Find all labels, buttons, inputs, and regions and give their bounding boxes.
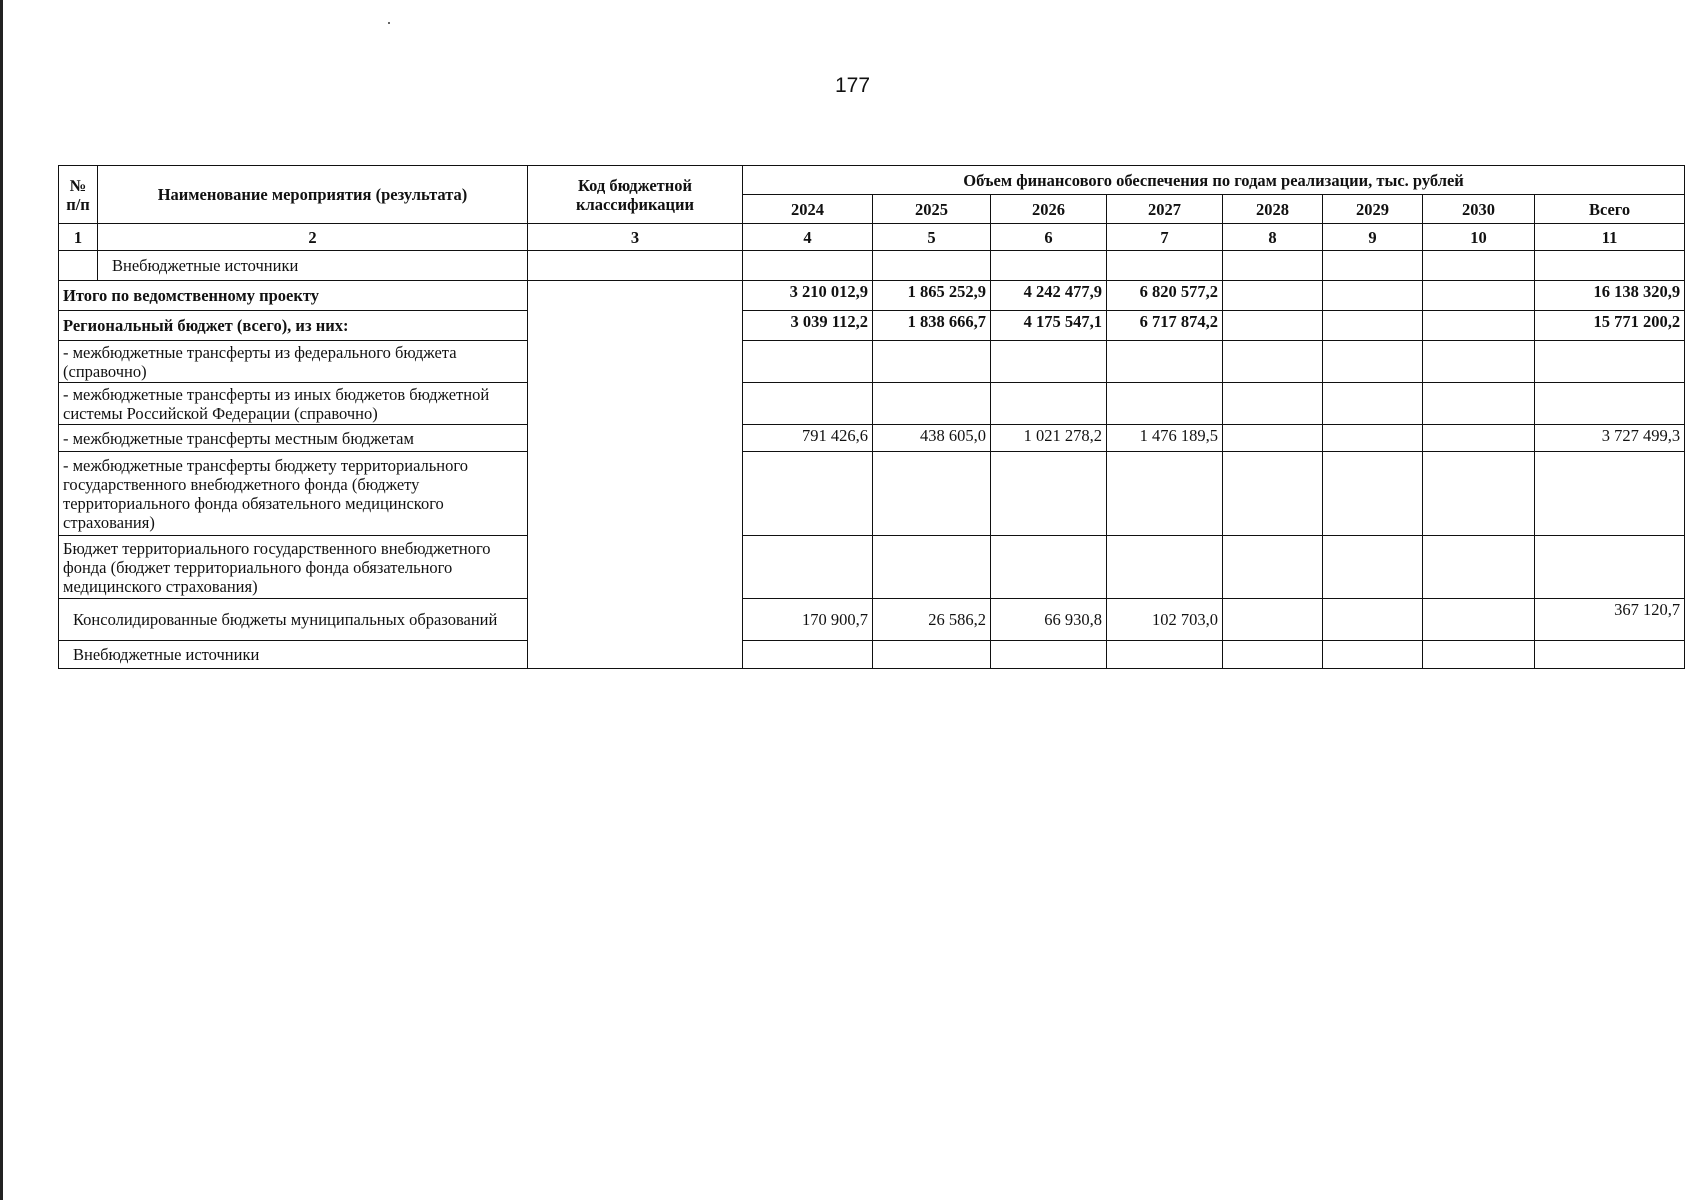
value-cell	[873, 536, 991, 599]
value-cell	[991, 641, 1107, 669]
value-cell	[743, 641, 873, 669]
value-cell	[1107, 452, 1223, 536]
table-row	[59, 641, 1685, 669]
table-row	[59, 425, 1685, 452]
table-row	[59, 311, 1685, 341]
value-cell	[1223, 383, 1323, 425]
value-cell: 1 476 189,5	[1107, 425, 1223, 452]
value-cell	[873, 383, 991, 425]
header-year: 2030	[1423, 195, 1535, 224]
value-cell	[1535, 536, 1685, 599]
row-label: - межбюджетные трансферты из иных бюджетов бюджетной системы Российской Федерации (справочно)	[59, 383, 528, 425]
value-cell	[1423, 251, 1535, 281]
value-cell: 26 586,2	[873, 599, 991, 641]
value-cell	[1107, 251, 1223, 281]
value-cell	[1535, 341, 1685, 383]
value-cell	[1535, 383, 1685, 425]
value-cell: 4 242 477,9	[991, 281, 1107, 311]
column-number: 9	[1323, 224, 1423, 251]
value-cell	[1535, 251, 1685, 281]
value-cell	[1323, 281, 1423, 311]
value-cell	[991, 536, 1107, 599]
value-cell: 1 021 278,2	[991, 425, 1107, 452]
value-cell	[1323, 641, 1423, 669]
value-cell	[743, 251, 873, 281]
header-year: 2029	[1323, 195, 1423, 224]
value-cell	[743, 341, 873, 383]
value-cell	[1107, 641, 1223, 669]
value-cell	[873, 251, 991, 281]
value-cell	[991, 341, 1107, 383]
row-label: - межбюджетные трансферты местным бюджетам	[59, 425, 528, 452]
value-cell: 3 210 012,9	[743, 281, 873, 311]
header-year: 2026	[991, 195, 1107, 224]
value-cell	[1323, 311, 1423, 341]
value-cell: 15 771 200,2	[1535, 311, 1685, 341]
value-cell: 1 865 252,9	[873, 281, 991, 311]
value-cell: 66 930,8	[991, 599, 1107, 641]
value-cell	[1323, 383, 1423, 425]
row-num-cell	[59, 251, 98, 281]
value-cell	[1223, 536, 1323, 599]
value-cell	[1423, 536, 1535, 599]
value-cell: 3 727 499,3	[1535, 425, 1685, 452]
row-label: Внебюджетные источники	[59, 641, 528, 669]
value-cell	[991, 452, 1107, 536]
page-number: 177	[834, 74, 871, 97]
value-cell	[873, 341, 991, 383]
header-year: 2025	[873, 195, 991, 224]
scan-speck	[388, 22, 390, 24]
column-number: 10	[1423, 224, 1535, 251]
column-number: 5	[873, 224, 991, 251]
value-cell	[1423, 383, 1535, 425]
value-cell	[1535, 641, 1685, 669]
table-row	[59, 452, 1685, 536]
value-cell: 170 900,7	[743, 599, 873, 641]
column-number: 2	[98, 224, 528, 251]
column-number: 4	[743, 224, 873, 251]
value-cell	[1223, 425, 1323, 452]
column-number: 8	[1223, 224, 1323, 251]
row-code-cell	[528, 251, 743, 281]
column-number: 6	[991, 224, 1107, 251]
value-cell	[1423, 452, 1535, 536]
header-name: Наименование мероприятия (результата)	[98, 166, 528, 224]
value-cell	[873, 641, 991, 669]
value-cell: 3 039 112,2	[743, 311, 873, 341]
value-cell	[1223, 599, 1323, 641]
column-number: 7	[1107, 224, 1223, 251]
value-cell: 4 175 547,1	[991, 311, 1107, 341]
value-cell	[991, 251, 1107, 281]
value-cell: 1 838 666,7	[873, 311, 991, 341]
table-row	[59, 341, 1685, 383]
value-cell	[1323, 452, 1423, 536]
row-label: Бюджет территориального государственного внебюджетного фонда (бюджет территориального фонда обязательного медицинского страхования)	[59, 536, 528, 599]
row-label: Консолидированные бюджеты муниципальных образований	[59, 599, 528, 641]
value-cell	[743, 383, 873, 425]
value-cell	[1323, 425, 1423, 452]
row-label: Внебюджетные источники	[98, 251, 528, 281]
code-cell-merged	[528, 281, 743, 669]
value-cell	[1323, 599, 1423, 641]
value-cell	[1107, 383, 1223, 425]
header-num: № п/п	[59, 166, 98, 224]
value-cell	[991, 383, 1107, 425]
value-cell	[1223, 311, 1323, 341]
header-year: 2027	[1107, 195, 1223, 224]
column-number: 3	[528, 224, 743, 251]
value-cell: 102 703,0	[1107, 599, 1223, 641]
value-cell: 16 138 320,9	[1535, 281, 1685, 311]
column-number: 11	[1535, 224, 1685, 251]
value-cell: 438 605,0	[873, 425, 991, 452]
header-row-1	[59, 166, 1685, 195]
value-cell	[1423, 641, 1535, 669]
value-cell	[1223, 281, 1323, 311]
value-cell	[873, 452, 991, 536]
table-row	[59, 251, 1685, 281]
scan-edge	[0, 0, 3, 1200]
value-cell	[1323, 341, 1423, 383]
value-cell: 367 120,7	[1535, 599, 1685, 641]
value-cell	[1107, 536, 1223, 599]
table-row	[59, 599, 1685, 641]
column-number-row	[59, 224, 1685, 251]
value-cell	[1423, 281, 1535, 311]
table-row	[59, 281, 1685, 311]
value-cell: 6 820 577,2	[1107, 281, 1223, 311]
value-cell: 791 426,6	[743, 425, 873, 452]
value-cell	[743, 452, 873, 536]
header-year: 2024	[743, 195, 873, 224]
value-cell	[1223, 452, 1323, 536]
value-cell	[1223, 251, 1323, 281]
column-number: 1	[59, 224, 98, 251]
value-cell	[1223, 641, 1323, 669]
value-cell	[743, 536, 873, 599]
value-cell	[1223, 341, 1323, 383]
value-cell	[1423, 599, 1535, 641]
row-label: Региональный бюджет (всего), из них:	[59, 311, 528, 341]
header-code: Код бюджетной классификации	[528, 166, 743, 224]
header-total: Всего	[1535, 195, 1685, 224]
value-cell	[1423, 341, 1535, 383]
value-cell	[1323, 251, 1423, 281]
value-cell	[1423, 425, 1535, 452]
value-cell	[1535, 452, 1685, 536]
header-year: 2028	[1223, 195, 1323, 224]
row-label: - межбюджетные трансферты из федерального бюджета (справочно)	[59, 341, 528, 383]
table-row	[59, 536, 1685, 599]
value-cell	[1107, 341, 1223, 383]
row-label: - межбюджетные трансферты бюджету территориального государственного внебюджетного фонда (бюджету территориального фонда обязательного медицинского страхования)	[59, 452, 528, 536]
table-row	[59, 383, 1685, 425]
budget-table	[58, 165, 1685, 669]
header-volume: Объем финансового обеспечения по годам реализации, тыс. рублей	[743, 166, 1685, 195]
value-cell	[1423, 311, 1535, 341]
value-cell	[1323, 536, 1423, 599]
row-label: Итого по ведомственному проекту	[59, 281, 528, 311]
value-cell: 6 717 874,2	[1107, 311, 1223, 341]
